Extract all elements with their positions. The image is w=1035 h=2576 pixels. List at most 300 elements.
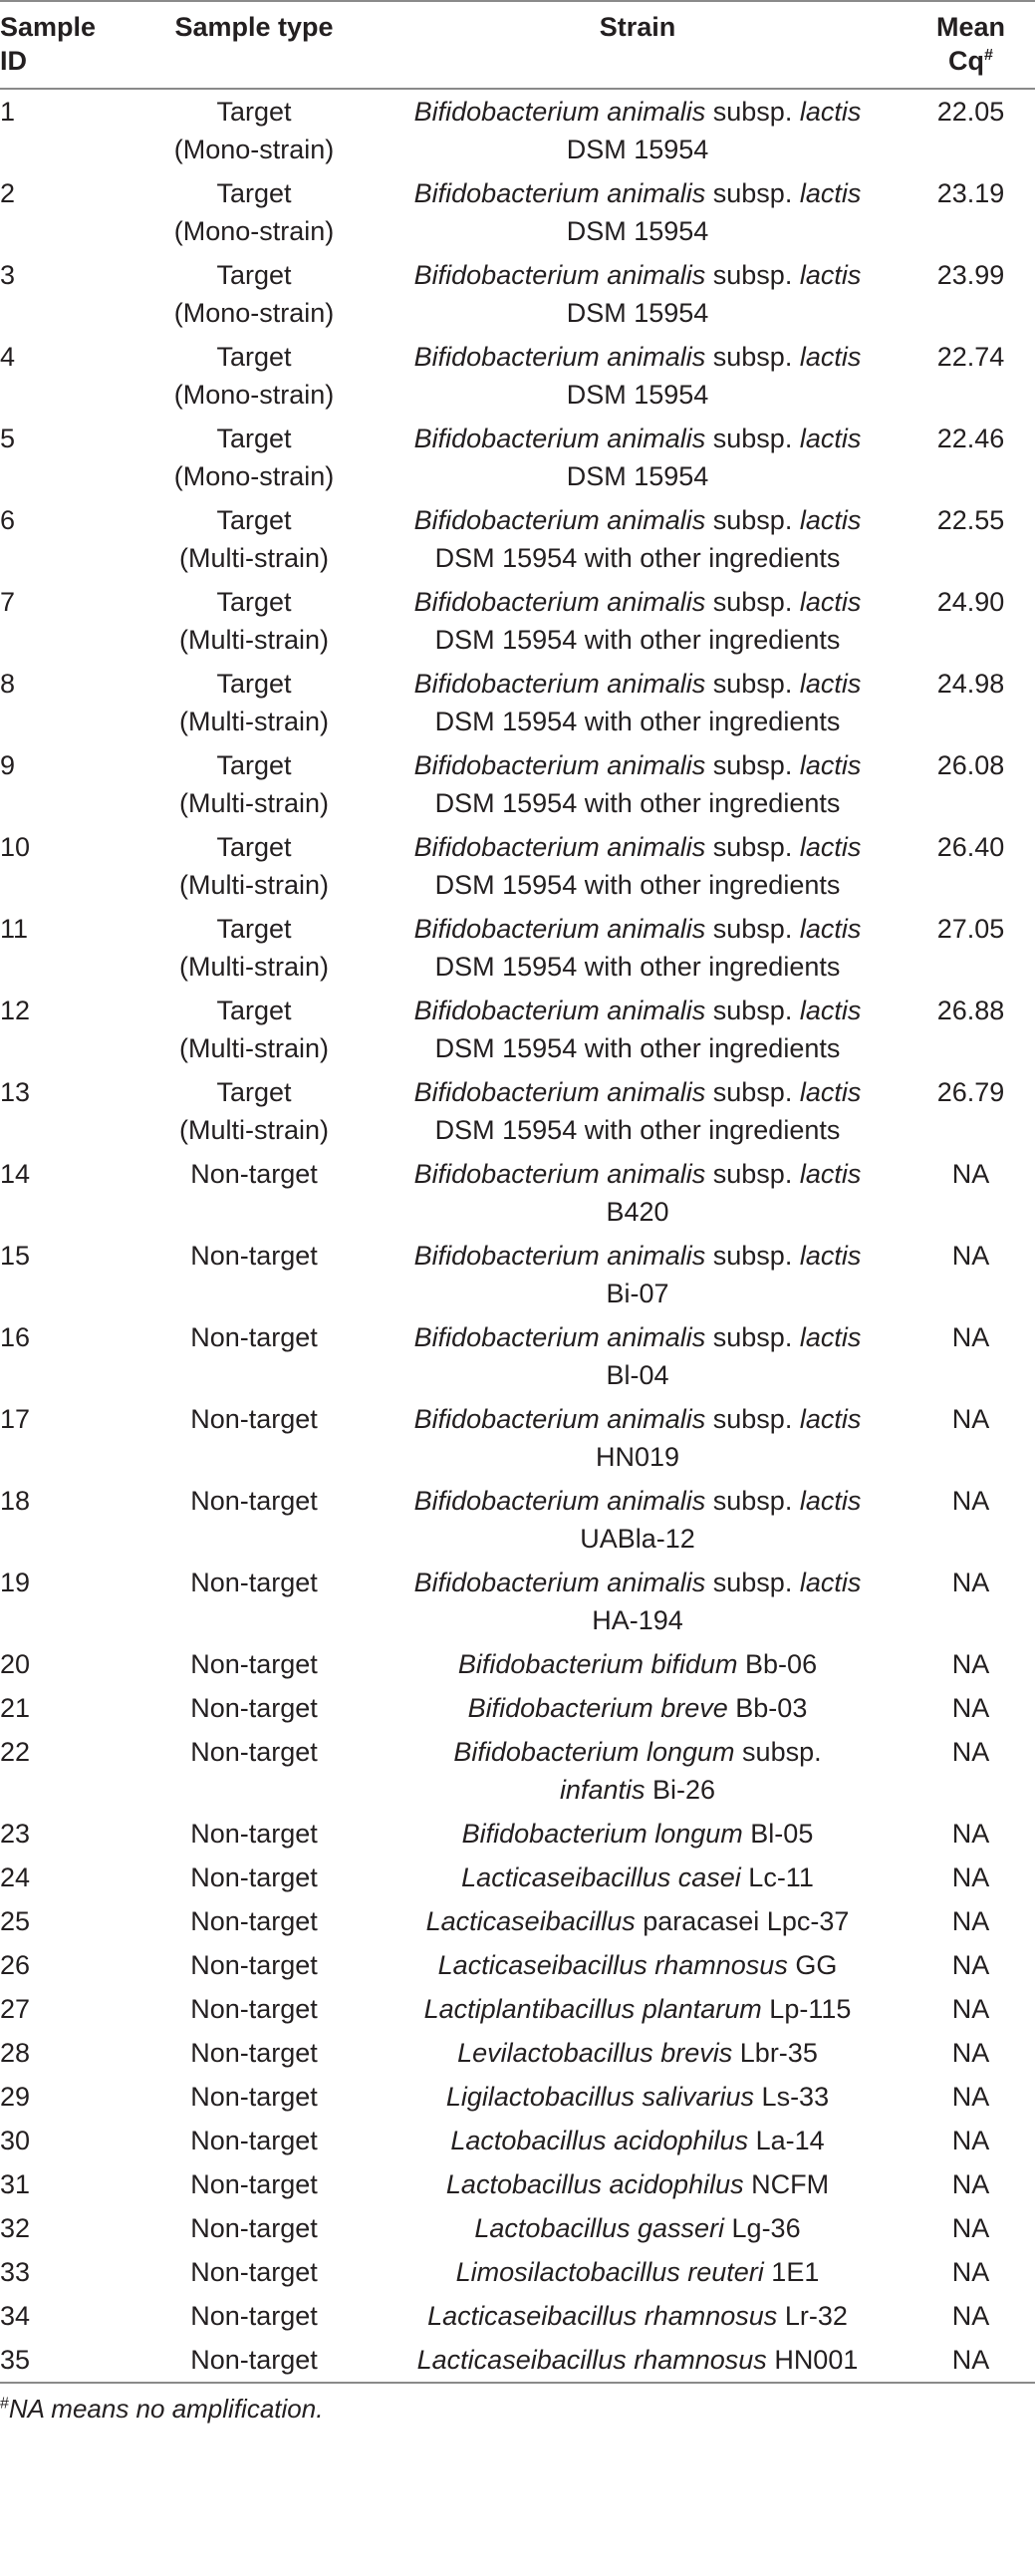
cell-sample-type xyxy=(139,1479,369,1561)
table-row xyxy=(0,907,1035,989)
table-row xyxy=(0,1561,1035,1642)
cell-sample-id: 30 xyxy=(0,2126,31,2155)
strain-text-segment: Bifidobacterium animalis xyxy=(413,1404,706,1434)
cell-strain xyxy=(369,2206,906,2250)
cell-sample-id: 21 xyxy=(0,1693,31,1723)
sample-type-label: Non-target xyxy=(190,1568,318,1597)
strain-text-segment: subsp. xyxy=(705,587,800,617)
cell-strain xyxy=(369,335,906,417)
table-row xyxy=(0,2338,1035,2383)
strain-text-segment: lactis xyxy=(799,1322,862,1352)
cell-sample-id: 3 xyxy=(0,260,16,290)
strain-text-segment: B420 xyxy=(606,1197,669,1227)
cell-strain xyxy=(369,1987,906,2031)
cell-mean-cq: 22.05 xyxy=(936,97,1005,127)
cell-sample-type xyxy=(139,1561,369,1642)
strain-text-segment: lactis xyxy=(799,1159,862,1189)
strain-text-segment: lactis xyxy=(799,587,862,617)
cell-sample-type xyxy=(139,1686,369,1730)
strain-text-segment: DSM 15954 with other ingredients xyxy=(434,952,841,982)
cell-strain xyxy=(369,253,906,335)
strain-text-segment: Ligilactobacillus salivarius xyxy=(445,2082,755,2112)
cell-mean-cq: NA xyxy=(951,2126,990,2155)
strain-text-segment: Bifidobacterium animalis xyxy=(413,587,706,617)
cell-sample-type xyxy=(139,2119,369,2162)
header-row xyxy=(0,1,1035,89)
cell-mean-cq: 22.74 xyxy=(936,342,1005,372)
cell-sample-type xyxy=(139,335,369,417)
cell-mean-cq: NA xyxy=(951,1819,990,1849)
strain-text-segment: Lacticaseibacillus rhamnosus xyxy=(416,2345,767,2375)
cell-sample-id: 25 xyxy=(0,1906,31,1936)
strain-text-segment: UABla-12 xyxy=(580,1524,695,1554)
sample-type-label: Non-target xyxy=(190,1906,318,1936)
sample-type-label: Non-target xyxy=(190,1241,318,1271)
table-row xyxy=(0,498,1035,580)
sample-type-label: Non-target xyxy=(190,2257,318,2287)
strain-text-segment: lactis xyxy=(799,97,862,127)
strain-text-segment: Bifidobacterium animalis xyxy=(413,342,706,372)
cell-mean-cq: NA xyxy=(951,2038,990,2068)
cell-strain xyxy=(369,498,906,580)
strain-text-segment: lactis xyxy=(799,1486,862,1516)
sample-type-label: Non-target xyxy=(190,1819,318,1849)
cell-strain xyxy=(369,2075,906,2119)
sample-type-label: Non-target xyxy=(190,2082,318,2112)
header-strain: Strain xyxy=(599,12,676,42)
strain-text-segment: DSM 15954 xyxy=(566,216,709,246)
strain-text-segment: lactis xyxy=(799,1404,862,1434)
sample-type-label: Non-target xyxy=(190,1404,318,1434)
cell-sample-type xyxy=(139,1856,369,1899)
strain-text-segment: Bifidobacterium animalis xyxy=(413,260,706,290)
cell-strain xyxy=(369,662,906,743)
strain-text-segment: Bifidobacterium animalis xyxy=(413,424,706,453)
strain-text-segment: Bifidobacterium animalis xyxy=(413,1077,706,1107)
sample-type-label: Non-target xyxy=(190,2213,318,2243)
cell-mean-cq: 24.98 xyxy=(936,669,1005,699)
cell-sample-type xyxy=(139,1070,369,1152)
table-row xyxy=(0,1943,1035,1987)
table-row xyxy=(0,1642,1035,1686)
strain-text-segment: subsp. xyxy=(705,1077,800,1107)
table-row xyxy=(0,989,1035,1070)
strain-text-segment: subsp. xyxy=(705,1568,800,1597)
table-row xyxy=(0,580,1035,662)
strain-text-segment: Limosilactobacillus reuteri xyxy=(455,2257,764,2287)
cell-strain xyxy=(369,1070,906,1152)
cell-sample-type xyxy=(139,1812,369,1856)
cell-sample-id: 7 xyxy=(0,587,16,617)
cell-sample-type xyxy=(139,1152,369,1234)
table-row xyxy=(0,1479,1035,1561)
sample-type-label: Non-target xyxy=(190,2169,318,2199)
sample-type-label: Target xyxy=(216,178,292,208)
cell-sample-type xyxy=(139,2294,369,2338)
cell-sample-id: 14 xyxy=(0,1159,31,1189)
cell-mean-cq: 26.40 xyxy=(936,832,1005,862)
strain-text-segment: Bi-26 xyxy=(645,1775,716,1805)
cell-sample-id: 12 xyxy=(0,996,31,1025)
cell-sample-type xyxy=(139,89,369,171)
sample-type-label: Target xyxy=(216,832,292,862)
cell-mean-cq: NA xyxy=(951,1568,990,1597)
sample-type-label: Non-target xyxy=(190,1737,318,1767)
strain-text-segment: subsp. xyxy=(705,178,800,208)
strain-text-segment: Ls-33 xyxy=(754,2082,830,2112)
cell-sample-id: 8 xyxy=(0,669,16,699)
strain-text-segment: Lactobacillus gasseri xyxy=(474,2213,725,2243)
cell-sample-id: 34 xyxy=(0,2301,31,2331)
cell-sample-type xyxy=(139,417,369,498)
cell-strain xyxy=(369,2162,906,2206)
cell-strain xyxy=(369,1856,906,1899)
strain-text-segment: Bl-04 xyxy=(606,1360,669,1390)
strain-text-segment: GG xyxy=(787,1950,838,1980)
strain-text-segment: subsp. xyxy=(705,669,800,699)
cell-sample-id: 33 xyxy=(0,2257,31,2287)
cell-strain xyxy=(369,2119,906,2162)
table-row xyxy=(0,1397,1035,1479)
cell-mean-cq: 27.05 xyxy=(936,914,1005,944)
cell-sample-type xyxy=(139,580,369,662)
cell-strain xyxy=(369,907,906,989)
strain-text-segment: lactis xyxy=(799,505,862,535)
strain-text-segment: Bb-03 xyxy=(727,1693,808,1723)
cell-sample-type xyxy=(139,498,369,580)
strain-text-segment: DSM 15954 xyxy=(566,298,709,328)
table-row xyxy=(0,2206,1035,2250)
strain-text-segment: La-14 xyxy=(748,2126,825,2155)
strain-text-segment: subsp. xyxy=(705,1404,800,1434)
table-row xyxy=(0,2294,1035,2338)
table-row xyxy=(0,171,1035,253)
strain-text-segment: paracasei Lpc-37 xyxy=(635,1906,850,1936)
cell-mean-cq: NA xyxy=(951,1737,990,1767)
cell-mean-cq: 26.79 xyxy=(936,1077,1005,1107)
strain-text-segment: Bifidobacterium breve xyxy=(467,1693,728,1723)
table-row xyxy=(0,825,1035,907)
cell-sample-id: 11 xyxy=(0,914,29,944)
cell-sample-id: 5 xyxy=(0,424,16,453)
table-row xyxy=(0,2119,1035,2162)
strain-text-segment: Bifidobacterium longum xyxy=(453,1737,735,1767)
cell-sample-id: 4 xyxy=(0,342,16,372)
cell-sample-type xyxy=(139,2075,369,2119)
sample-type-label: Target xyxy=(216,587,292,617)
cell-mean-cq: NA xyxy=(951,1404,990,1434)
sample-type-label: Target xyxy=(216,424,292,453)
cell-sample-type xyxy=(139,1397,369,1479)
cell-sample-type xyxy=(139,989,369,1070)
sample-type-qualifier: (Multi-strain) xyxy=(178,707,329,736)
strain-text-segment: DSM 15954 with other ingredients xyxy=(434,1033,841,1063)
cell-strain xyxy=(369,1479,906,1561)
strain-text-segment: subsp. xyxy=(705,97,800,127)
table-row xyxy=(0,662,1035,743)
cell-strain xyxy=(369,1561,906,1642)
strain-text-segment: Lacticaseibacillus xyxy=(425,1906,636,1936)
strain-text-segment: Bb-06 xyxy=(737,1649,818,1679)
sample-type-label: Non-target xyxy=(190,1322,318,1352)
sample-type-qualifier: (Mono-strain) xyxy=(173,135,335,164)
strain-text-segment: subsp. xyxy=(705,424,800,453)
cell-mean-cq: NA xyxy=(951,2257,990,2287)
strain-text-segment: DSM 15954 with other ingredients xyxy=(434,1115,841,1145)
strain-text-segment: Lactobacillus acidophilus xyxy=(445,2169,744,2199)
table-row xyxy=(0,1730,1035,1812)
cell-sample-type xyxy=(139,2031,369,2075)
sample-type-qualifier: (Multi-strain) xyxy=(178,1033,329,1063)
sample-type-qualifier: (Mono-strain) xyxy=(173,380,335,410)
cell-mean-cq: NA xyxy=(951,1322,990,1352)
cell-mean-cq: NA xyxy=(951,2345,990,2375)
cell-strain xyxy=(369,1899,906,1943)
table-row xyxy=(0,1070,1035,1152)
cell-mean-cq: NA xyxy=(951,2169,990,2199)
cell-sample-id: 28 xyxy=(0,2038,31,2068)
sample-type-label: Target xyxy=(216,342,292,372)
strain-text-segment: subsp. xyxy=(705,750,800,780)
strain-text-segment: infantis xyxy=(559,1775,646,1805)
strain-text-segment: DSM 15954 with other ingredients xyxy=(434,788,841,818)
header-sample-id: Sample ID xyxy=(0,12,97,76)
table-row xyxy=(0,89,1035,171)
sample-type-label: Target xyxy=(216,996,292,1025)
cell-sample-id: 32 xyxy=(0,2213,31,2243)
cell-sample-id: 13 xyxy=(0,1077,31,1107)
cell-strain xyxy=(369,2031,906,2075)
strain-text-segment: Lacticaseibacillus casei xyxy=(461,1862,741,1892)
table-row xyxy=(0,335,1035,417)
cell-mean-cq: 22.55 xyxy=(936,505,1005,535)
cell-mean-cq: NA xyxy=(951,1862,990,1892)
sample-type-label: Target xyxy=(216,914,292,944)
cell-mean-cq: NA xyxy=(951,1994,990,2024)
strain-text-segment: Bifidobacterium animalis xyxy=(413,178,706,208)
strain-text-segment: Bl-05 xyxy=(742,1819,814,1849)
cell-mean-cq: 22.46 xyxy=(936,424,1005,453)
sample-type-label: Non-target xyxy=(190,1994,318,2024)
cell-mean-cq: NA xyxy=(951,1649,990,1679)
strain-text-segment: Bi-07 xyxy=(606,1279,669,1308)
strain-text-segment: Levilactobacillus brevis xyxy=(457,2038,733,2068)
strain-text-segment: subsp. xyxy=(705,1241,800,1271)
strain-text-segment: DSM 15954 with other ingredients xyxy=(434,625,841,655)
table-body xyxy=(0,89,1035,2383)
cell-sample-type xyxy=(139,2162,369,2206)
sample-type-label: Non-target xyxy=(190,1862,318,1892)
cell-sample-id: 17 xyxy=(0,1404,31,1434)
cell-mean-cq: NA xyxy=(951,1906,990,1936)
sample-type-qualifier: (Multi-strain) xyxy=(178,625,329,655)
cell-sample-id: 9 xyxy=(0,750,16,780)
table-footnote xyxy=(0,2384,1035,2425)
cell-sample-type xyxy=(139,743,369,825)
table-row xyxy=(0,1899,1035,1943)
footnote-text: NA means no amplification. xyxy=(8,2394,324,2424)
cell-sample-id: 1 xyxy=(0,97,16,127)
header-mean-cq: Mean Cq# xyxy=(935,12,1006,76)
strain-text-segment: subsp. xyxy=(705,1486,800,1516)
sample-type-label: Non-target xyxy=(190,1950,318,1980)
strain-text-segment: subsp. xyxy=(705,1159,800,1189)
cell-strain xyxy=(369,417,906,498)
cell-strain xyxy=(369,1812,906,1856)
table-row xyxy=(0,1315,1035,1397)
strain-text-segment: DSM 15954 xyxy=(566,135,709,164)
cell-sample-id: 2 xyxy=(0,178,16,208)
strain-text-segment: DSM 15954 with other ingredients xyxy=(434,707,841,736)
strain-text-segment: lactis xyxy=(799,996,862,1025)
cell-sample-type xyxy=(139,2250,369,2294)
sample-type-qualifier: (Multi-strain) xyxy=(178,543,329,573)
cell-sample-type xyxy=(139,825,369,907)
strain-text-segment: Lbr-35 xyxy=(732,2038,818,2068)
cell-mean-cq: 24.90 xyxy=(936,587,1005,617)
cell-mean-cq: 26.88 xyxy=(936,996,1005,1025)
sample-type-qualifier: (Mono-strain) xyxy=(173,298,335,328)
strain-text-segment: HA-194 xyxy=(592,1605,683,1635)
cell-sample-id: 23 xyxy=(0,1819,31,1849)
strain-text-segment: HN001 xyxy=(766,2345,859,2375)
strain-text-segment: Bifidobacterium animalis xyxy=(413,1159,706,1189)
strain-text-segment: subsp. xyxy=(705,1322,800,1352)
strain-text-segment: lactis xyxy=(799,914,862,944)
strain-text-segment: subsp. xyxy=(734,1737,822,1767)
strain-text-segment: Bifidobacterium animalis xyxy=(413,97,706,127)
cell-mean-cq: NA xyxy=(951,2213,990,2243)
strain-text-segment: lactis xyxy=(799,1241,862,1271)
cell-strain xyxy=(369,743,906,825)
cell-mean-cq: NA xyxy=(951,1950,990,1980)
sample-type-label: Target xyxy=(216,750,292,780)
strain-text-segment: subsp. xyxy=(705,832,800,862)
header-sample-type: Sample type xyxy=(174,12,334,42)
cell-sample-type xyxy=(139,662,369,743)
cell-sample-id: 26 xyxy=(0,1950,31,1980)
cell-sample-type xyxy=(139,1730,369,1812)
strain-text-segment: DSM 15954 xyxy=(566,461,709,491)
sample-type-qualifier: (Multi-strain) xyxy=(178,788,329,818)
cell-sample-id: 6 xyxy=(0,505,16,535)
strain-text-segment: Bifidobacterium animalis xyxy=(413,750,706,780)
strain-text-segment: Bifidobacterium animalis xyxy=(413,914,706,944)
strain-text-segment: Bifidobacterium bifidum xyxy=(457,1649,738,1679)
cell-sample-type xyxy=(139,907,369,989)
sample-type-label: Non-target xyxy=(190,2038,318,2068)
cell-mean-cq: NA xyxy=(951,1693,990,1723)
strain-text-segment: Bifidobacterium animalis xyxy=(413,1241,706,1271)
cell-sample-id: 35 xyxy=(0,2345,31,2375)
sample-type-label: Target xyxy=(216,669,292,699)
cell-sample-id: 16 xyxy=(0,1322,31,1352)
table-row xyxy=(0,1856,1035,1899)
table-row xyxy=(0,1987,1035,2031)
strain-text-segment: Lactiplantibacillus plantarum xyxy=(423,1994,762,2024)
table-row xyxy=(0,743,1035,825)
table-row xyxy=(0,2075,1035,2119)
strain-text-segment: Lacticaseibacillus rhamnosus xyxy=(437,1950,788,1980)
cell-mean-cq: NA xyxy=(951,1486,990,1516)
cell-mean-cq: 23.19 xyxy=(936,178,1005,208)
sample-type-label: Non-target xyxy=(190,2301,318,2331)
strain-text-segment: Bifidobacterium animalis xyxy=(413,1486,706,1516)
cell-sample-id: 20 xyxy=(0,1649,31,1679)
table-row xyxy=(0,1152,1035,1234)
cell-strain xyxy=(369,580,906,662)
cell-strain xyxy=(369,825,906,907)
sample-type-qualifier: (Mono-strain) xyxy=(173,216,335,246)
cell-strain xyxy=(369,1730,906,1812)
strain-text-segment: Bifidobacterium animalis xyxy=(413,1322,706,1352)
cell-sample-type xyxy=(139,171,369,253)
strain-text-segment: Bifidobacterium animalis xyxy=(413,1568,706,1597)
strain-text-segment: NCFM xyxy=(743,2169,830,2199)
strain-text-segment: lactis xyxy=(799,750,862,780)
cell-sample-type xyxy=(139,2206,369,2250)
cell-sample-type xyxy=(139,1987,369,2031)
cell-strain xyxy=(369,1642,906,1686)
table-row xyxy=(0,1234,1035,1315)
cell-sample-id: 27 xyxy=(0,1994,31,2024)
cell-strain xyxy=(369,89,906,171)
strain-text-segment: lactis xyxy=(799,832,862,862)
strain-text-segment: subsp. xyxy=(705,996,800,1025)
cell-strain xyxy=(369,989,906,1070)
table-row xyxy=(0,1686,1035,1730)
strain-text-segment: DSM 15954 xyxy=(566,380,709,410)
strain-text-segment: Lr-32 xyxy=(777,2301,848,2331)
sample-type-label: Non-target xyxy=(190,1486,318,1516)
strain-text-segment: Bifidobacterium animalis xyxy=(413,669,706,699)
strain-text-segment: subsp. xyxy=(705,914,800,944)
cell-strain xyxy=(369,2294,906,2338)
sample-type-label: Target xyxy=(216,1077,292,1107)
cell-sample-type xyxy=(139,1943,369,1987)
cell-sample-type xyxy=(139,1234,369,1315)
table-row xyxy=(0,2162,1035,2206)
strain-text-segment: Lp-115 xyxy=(761,1994,852,2024)
cell-sample-type xyxy=(139,1642,369,1686)
sample-type-qualifier: (Multi-strain) xyxy=(178,1115,329,1145)
strain-text-segment: Bifidobacterium longum xyxy=(461,1819,743,1849)
strain-text-segment: HN019 xyxy=(595,1442,680,1472)
table-header xyxy=(0,1,1035,89)
cell-mean-cq: NA xyxy=(951,2082,990,2112)
strain-text-segment: Bifidobacterium animalis xyxy=(413,832,706,862)
cell-mean-cq: 23.99 xyxy=(936,260,1005,290)
strain-text-segment: Lacticaseibacillus rhamnosus xyxy=(427,2301,778,2331)
cell-sample-id: 10 xyxy=(0,832,31,862)
strain-text-segment: Lactobacillus acidophilus xyxy=(450,2126,749,2155)
strain-text-segment: DSM 15954 with other ingredients xyxy=(434,543,841,573)
cell-strain xyxy=(369,1397,906,1479)
strain-text-segment: lactis xyxy=(799,1568,862,1597)
strain-text-segment: lactis xyxy=(799,178,862,208)
sample-type-label: Target xyxy=(216,505,292,535)
cell-sample-type xyxy=(139,1899,369,1943)
cell-sample-id: 18 xyxy=(0,1486,31,1516)
sample-type-label: Target xyxy=(216,97,292,127)
strain-text-segment: subsp. xyxy=(705,342,800,372)
cell-sample-id: 29 xyxy=(0,2082,31,2112)
sample-type-label: Non-target xyxy=(190,1693,318,1723)
cell-strain xyxy=(369,1152,906,1234)
strain-text-segment: lactis xyxy=(799,1077,862,1107)
cell-sample-id: 24 xyxy=(0,1862,31,1892)
cell-mean-cq: 26.08 xyxy=(936,750,1005,780)
